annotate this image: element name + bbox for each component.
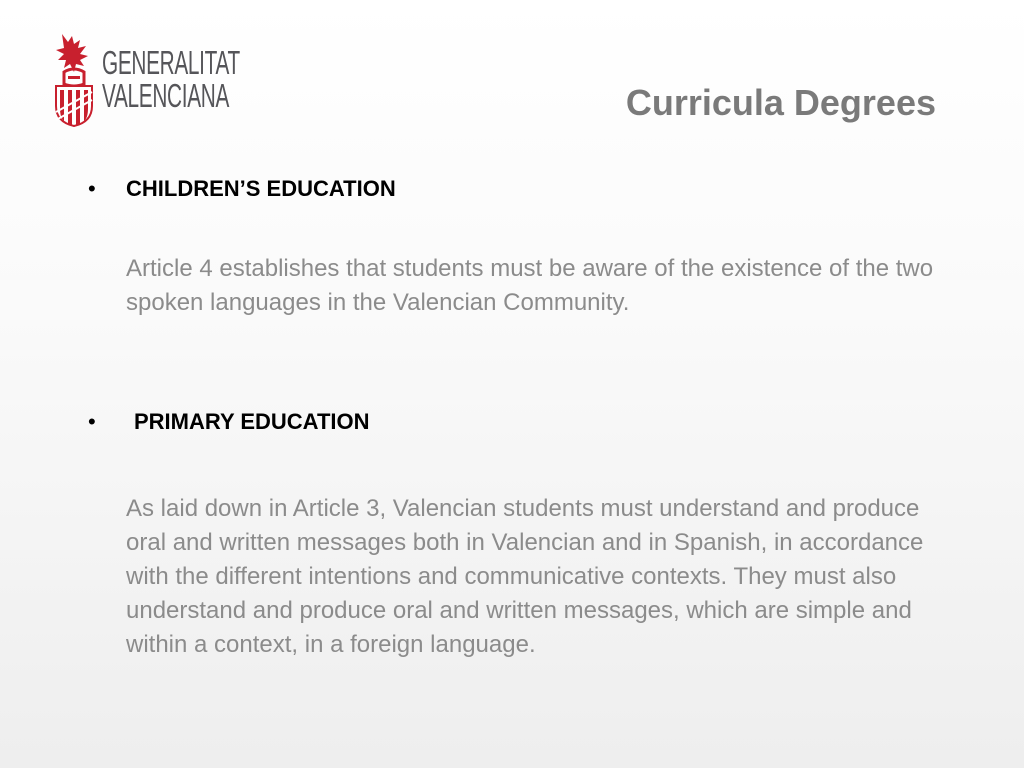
section-heading: CHILDREN’S EDUCATION <box>126 176 396 201</box>
slide-title: Curricula Degrees <box>625 82 936 123</box>
bullet-marker: • <box>88 409 96 434</box>
logo-line-1: GENERALITAT <box>102 44 240 81</box>
coat-of-arms-icon <box>52 32 102 127</box>
section-paragraph: Article 4 establishes that students must be aware of the existence of the two spoken languages in the Valencian Community. <box>126 255 934 316</box>
logo-line-2: VALENCIANA <box>102 77 230 114</box>
generalitat-valenciana-logo <box>52 32 262 127</box>
section-heading: PRIMARY EDUCATION <box>134 409 370 434</box>
bullet-marker: • <box>88 176 96 201</box>
logo-text <box>102 46 240 112</box>
section-paragraph: As laid down in Article 3, Valencian students must understand and produce oral and written messages both in Valencian and in Spanish, in accordance with the different intentions and communicative contexts. They must also understand and produce oral and written messages, which are simple and within a context, in a foreign language. <box>126 495 924 658</box>
